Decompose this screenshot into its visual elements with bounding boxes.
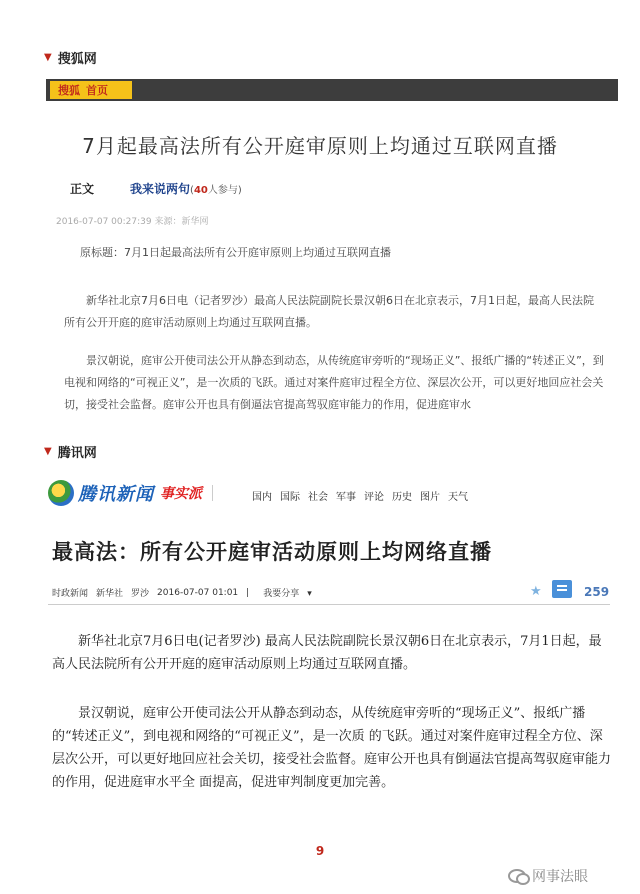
tab-main-text[interactable]: 正文: [70, 182, 95, 196]
meta-category[interactable]: 时政新闻: [52, 589, 89, 599]
nav-item[interactable]: 军事: [336, 492, 356, 503]
sohu-tabs: [70, 180, 242, 197]
divider: [212, 485, 213, 501]
nav-item[interactable]: 社会: [308, 492, 328, 503]
nav-item[interactable]: 历史: [392, 492, 412, 503]
tencent-article-meta: [52, 586, 328, 599]
sohu-navbar: [46, 79, 618, 101]
sohu-nav-home[interactable]: 首页: [86, 84, 108, 97]
meta-author: 罗沙: [131, 589, 150, 599]
sohu-paragraph-1: 新华社北京7月6日电（记者罗沙）最高人民法院副院长景汉朝6日在北京表示，7月1日起，最高人民法院所有公开开庭的庭审活动原则上均通过互联网直播。: [64, 294, 594, 329]
tencent-paragraph-1: 新华社北京7月6日电(记者罗沙) 最高人民法院副院长景汉朝6日在北京表示，7月1日起，最高人民法院所有公开开庭的庭审活动原则上均通过互联网直播。: [52, 634, 602, 672]
divider: [48, 604, 610, 605]
tencent-paragraph-2: 景汉朝说，庭审公开使司法公开从静态到动态，从传统庭审旁听的“现场正义”、报纸广播的“转述正义”，到电视和网络的“可视正义”，是一次质 的飞跃。通过对案件庭审过程全方位、深层次公开，可以更好地回应社会关切，接受社会监督。庭审公开也具有倒逼法官提高驾驭庭审能力的作用，促进庭审水平全 面提高，促进审判制度更加完善。: [52, 706, 612, 790]
comment-count: (40人参与): [190, 185, 242, 196]
nav-item[interactable]: 评论: [364, 492, 384, 503]
meta-date: 2016-07-07 01:01: [157, 587, 239, 598]
star-icon[interactable]: ★: [530, 584, 542, 599]
watermark: 网事法眼: [508, 866, 588, 886]
sohu-original-title: 原标题：7月1日起最高法所有公开庭审原则上均通过互联网直播: [80, 246, 391, 259]
tencent-logo-icon: [48, 480, 74, 506]
tab-comment[interactable]: 我来说两句: [130, 182, 191, 196]
tencent-article-title: 最高法：所有公开庭审活动原则上均网络直播: [52, 540, 492, 564]
meta-divider: |: [246, 587, 250, 598]
page-number: 9: [315, 844, 325, 858]
wechat-icon: [508, 869, 526, 883]
comment-count[interactable]: 259: [584, 585, 610, 599]
tencent-logo[interactable]: 腾讯新闻 事实派: [48, 480, 227, 506]
nav-item[interactable]: 图片: [420, 492, 440, 503]
triangle-icon: ▼: [44, 52, 52, 63]
tencent-section-label: ▼ 腾讯网: [44, 446, 97, 461]
comment-icon[interactable]: [552, 580, 572, 598]
sohu-nav-brand[interactable]: 搜狐 首页: [50, 81, 132, 99]
share-button[interactable]: 我要分享 ▾: [263, 589, 312, 599]
nav-item[interactable]: 国际: [280, 492, 300, 503]
sohu-paragraph-2: 景汉朝说，庭审公开使司法公开从静态到动态，从传统庭审旁听的“现场正义”、报纸广播的“转述正义”，到电视和网络的“可视正义”，是一次质的飞跃。通过对案件庭审过程全方位、深层次公开，可以更好地回应社会关切，接受社会监督。庭审公开也具有倒逼法官提高驾驭庭审能力的作用，促进庭审水: [64, 354, 604, 411]
chevron-down-icon: ▾: [307, 589, 312, 599]
meta-source: 新华社: [96, 589, 124, 599]
nav-item[interactable]: 国内: [252, 492, 272, 503]
sohu-section-label: ▼ 搜狐网: [44, 52, 97, 67]
triangle-icon: ▼: [44, 446, 52, 457]
sohu-article-title: 7月起最高法所有公开庭审原则上均通过互联网直播: [82, 134, 558, 158]
tencent-nav: [252, 488, 476, 503]
sohu-article-meta: 2016-07-07 00:27:39 来源：新华网: [56, 217, 209, 227]
nav-item[interactable]: 天气: [448, 492, 468, 503]
